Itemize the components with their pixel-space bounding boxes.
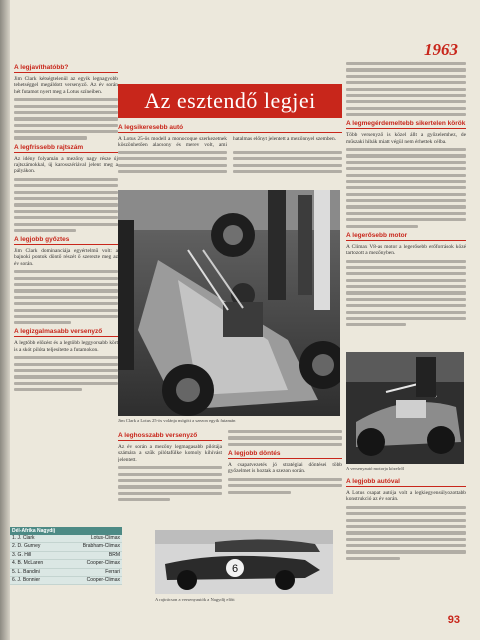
middle-section-3 bbox=[228, 428, 342, 528]
table-title: Dél-Afrika Nagydíj bbox=[10, 527, 122, 535]
section-text: Az év során a mezőny legmagasabb pilótája számára a szűk pilótafülke komoly kihívást jelentett. bbox=[118, 444, 222, 463]
section-heading: A leghosszabb versenyző bbox=[118, 432, 222, 441]
results-table bbox=[10, 527, 122, 585]
section-heading: A legjavíthatóbb? bbox=[14, 64, 118, 73]
section-text: Több versenyző is közel állt a győzelemhez, de műszaki hibák miatt végül nem érhettek célba. bbox=[346, 132, 466, 145]
section-text: Jim Clark dominanciája egyértelmű volt: a bajnoki pontok döntő részét ő szerezte meg az év során. bbox=[14, 248, 118, 267]
table-row: 5. L. Bandini Ferrari bbox=[10, 569, 122, 577]
section-heading: A legfrissebb rajtszám bbox=[14, 144, 118, 153]
photo-caption-top: Jim Clark a Lotus 25-ös volánja mögött a szezon egyik futamán bbox=[118, 418, 236, 423]
right-column bbox=[346, 60, 466, 350]
section-heading: A legjobb győztes bbox=[14, 236, 118, 245]
page-number: 93 bbox=[447, 614, 460, 626]
middle-section-2 bbox=[118, 428, 222, 528]
section-heading: A legmegérdemeltebb sikertelen körök bbox=[346, 120, 466, 128]
section-text: A legtöbb előzést és a legtöbb leggyorsabb kört is a skót pilóta teljesítette a futamokon. bbox=[14, 340, 118, 353]
grid-cars-photo bbox=[155, 530, 333, 594]
section-text: A Climax V8-as motor a legerősebb erőforrások közé tartozott a mezőnyben. bbox=[346, 243, 466, 257]
car-number: 6 bbox=[231, 563, 239, 575]
grid-cars-image bbox=[155, 530, 333, 594]
year-label: 1963 bbox=[424, 40, 458, 59]
table-row: 2. D. Gurney Brabham-Climax bbox=[10, 543, 122, 551]
section-text: Jim Clark kétségtelenül az egyik legnagyobb tehetséggel megáldott versenyző. Az év során hét futamot nyert meg a Lotus színeiben. bbox=[14, 76, 118, 95]
table-row: 1. J. Clark Lotus-Climax bbox=[10, 535, 122, 543]
photo-caption-right: A versenyautó motorja közelről bbox=[346, 466, 405, 471]
section-heading: A legsikeresebb autó bbox=[118, 124, 342, 133]
table-row: 3. G. Hill BRM bbox=[10, 552, 122, 560]
page-spine bbox=[0, 0, 10, 640]
banner-title: Az esztendő legjei bbox=[118, 84, 342, 118]
right-section-3 bbox=[346, 474, 466, 604]
left-section-4 bbox=[14, 328, 118, 391]
engine-photo bbox=[346, 352, 464, 464]
race-car-photo bbox=[118, 190, 340, 416]
middle-top-section bbox=[118, 120, 342, 190]
section-heading: A legjobb autóval bbox=[346, 478, 466, 487]
section-heading: A legerősebb motor bbox=[346, 232, 466, 241]
left-column bbox=[14, 60, 118, 522]
photo-caption-bottom: A rajtrácson a versenyautók a Nagydíj előtt bbox=[155, 597, 235, 602]
table-row: 4. B. McLaren Cooper-Climax bbox=[10, 560, 122, 568]
race-car-image bbox=[118, 190, 340, 416]
section-heading: A legizgalmasabb versenyző bbox=[14, 328, 118, 337]
section-text: A Lotus 25-ös modell a monocoque szerkezetnek köszönhetően alacsony és merev volt, ami hatalmas előnyt jelentett a mezőnnyel szemben. bbox=[118, 136, 336, 149]
section-text: Az idény folyamán a mezőny nagy része új rajtszámokkal, új karosszériával jelent meg a pályákon. bbox=[14, 155, 118, 175]
left-section-2 bbox=[14, 144, 118, 232]
left-section-3 bbox=[14, 236, 118, 324]
section-text: A csapatvezetés jó stratégiai döntései több győzelmet is hoztak a szezon során. bbox=[228, 461, 342, 475]
left-section-1 bbox=[14, 64, 118, 140]
engine-image bbox=[346, 352, 464, 464]
section-text: A Lotus csapat autója volt a legkiegyensúlyozottabb konstrukció az év során. bbox=[346, 490, 466, 503]
section-heading: A legjobb döntés bbox=[228, 450, 342, 459]
table-row: 6. J. Bonnier Cooper-Climax bbox=[10, 577, 122, 585]
